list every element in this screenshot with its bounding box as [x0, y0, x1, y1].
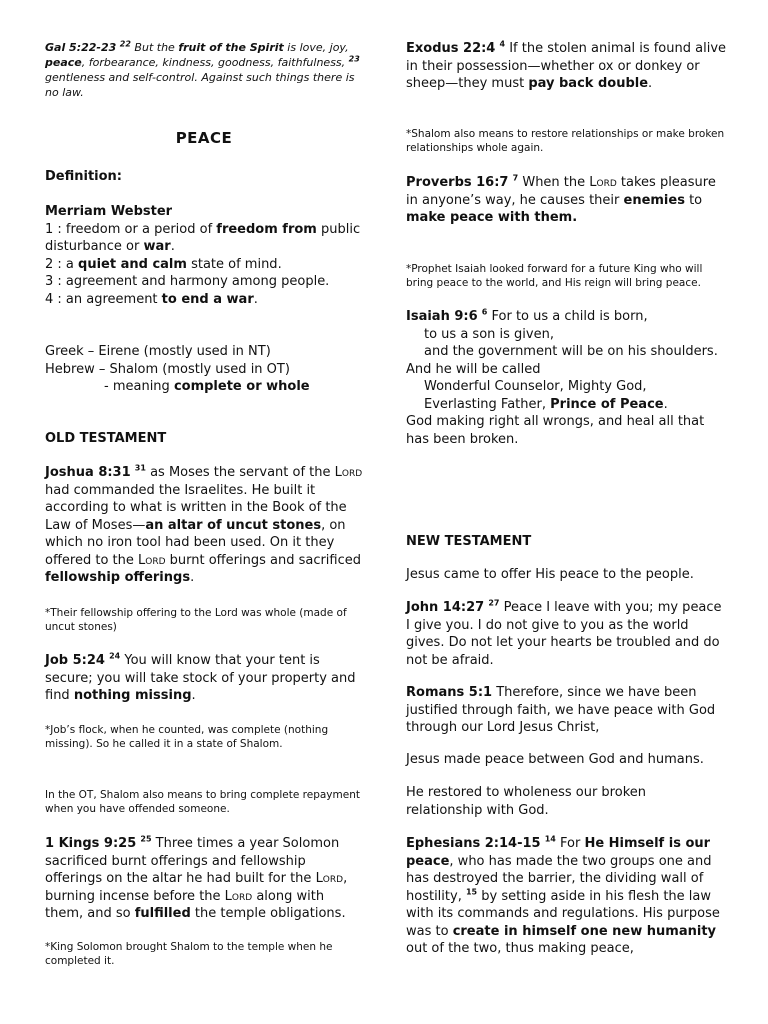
- jesus-made-line: Jesus made peace between God and humans.: [406, 752, 704, 767]
- text: state of mind.: [186, 256, 282, 272]
- isaiah-line-1: [406, 308, 726, 326]
- job-verse: [45, 652, 363, 705]
- joshua-note: *Their fellowship offering to the Lord was whole (made of uncut stones): [45, 607, 347, 633]
- kings-verse: [45, 835, 363, 923]
- verse-number: 27: [488, 598, 500, 608]
- text: But the: [130, 41, 179, 54]
- page-title: PEACE: [175, 129, 233, 147]
- galatians-intro: [45, 40, 363, 100]
- text: 4 : an agreement: [45, 291, 162, 307]
- text: had commanded the Israelites. He built it according to what is written in the Book of the Law of Moses—: [45, 482, 347, 533]
- shalom-note: *Shalom also means to restore relationships or make broken relationships whole again.: [406, 128, 725, 154]
- verse-ref: Romans 5:1: [406, 685, 493, 700]
- emphasis: fellowship offerings: [45, 570, 191, 585]
- definition-3: 3 : agreement and harmony among people.: [45, 274, 330, 289]
- emphasis: create in himself one new humanity: [452, 923, 717, 939]
- text: , burning incense before the: [45, 871, 348, 904]
- verse-ref: Ephesians 2:14-15: [406, 836, 541, 851]
- text: .: [663, 396, 668, 412]
- isaiah-line-2: to us a son is given,: [424, 326, 554, 342]
- verse-number: 7: [512, 173, 519, 183]
- verse-number: 15: [465, 887, 478, 897]
- emphasis: fruit of the Spirit: [178, 41, 284, 54]
- kings-note: *King Solomon brought Shalom to the temple when he completed it.: [45, 941, 333, 967]
- text: , forbearance, kindness, goodness, faithfulness,: [81, 56, 349, 69]
- text: Peace I leave with you; my peace I give you. I do not give to you as the world gives. Do not let your hearts be troubled and do not be afraid.: [406, 600, 722, 668]
- verse-number: 23: [348, 54, 360, 64]
- verse-ref: John 14:27: [406, 600, 485, 615]
- isaiah-line-6: [406, 396, 726, 414]
- text: takes pleasure in anyone’s way, he causes their: [406, 175, 716, 208]
- text: .: [648, 76, 653, 91]
- ot-heading: OLD TESTAMENT: [45, 431, 167, 446]
- text: , on which no iron tool had been used. On it they offered to the: [45, 517, 346, 568]
- verse-ref: Isaiah 9:6: [406, 309, 478, 324]
- text: - meaning: [104, 379, 174, 394]
- text: When the: [518, 175, 590, 190]
- proverbs-verse: [406, 174, 726, 227]
- emphasis: enemies: [623, 192, 685, 208]
- verse-number: 22: [119, 39, 131, 49]
- text: 1 : freedom or a period of: [45, 221, 217, 237]
- text: 2 : a: [45, 256, 79, 272]
- hebrew-line: Hebrew – Shalom (mostly used in OT): [45, 361, 290, 377]
- verse-number: 4: [499, 39, 506, 49]
- lord: Lord: [138, 552, 166, 568]
- verse-number: 24: [109, 651, 121, 661]
- romans-verse: [406, 684, 726, 737]
- emphasis: He Himself is our peace: [406, 836, 711, 869]
- text: , who has made the two groups one and has destroyed the barrier, the dividing wall of hostility,: [406, 853, 712, 904]
- text: out of the two, thus making peace,: [406, 941, 634, 956]
- text: You will know that your tent is secure; you will take stock of your property and find: [45, 653, 356, 703]
- definition-label: Definition:: [45, 169, 123, 184]
- emphasis: pay back double: [528, 76, 649, 91]
- merriam-label: Merriam Webster: [45, 204, 173, 219]
- text: .: [253, 291, 258, 307]
- verse-number: 25: [140, 834, 152, 844]
- emphasis: war: [143, 239, 171, 254]
- text: is love, joy,: [283, 41, 349, 54]
- emphasis: Prince of Peace: [550, 396, 664, 412]
- text: If the stolen animal is found alive in their possession—whether ox or donkey or sheep—they must: [406, 41, 727, 91]
- verse-ref: Exodus 22:4: [406, 41, 496, 56]
- text: by setting aside in his flesh the law with its commands and regulations. His purpose was to: [406, 888, 720, 939]
- text: For to us a child is born,: [487, 309, 648, 324]
- john-verse: [406, 599, 726, 669]
- text: as Moses the servant of the: [145, 465, 335, 480]
- emphasis: fulfilled: [134, 906, 191, 921]
- definition-2: [45, 256, 363, 274]
- verse-ref: Gal 5:22-23: [45, 41, 117, 54]
- verse-ref: 1 Kings 9:25: [45, 836, 137, 851]
- lord: Lord: [315, 871, 344, 886]
- verse-ref: Proverbs 16:7: [406, 175, 509, 190]
- lord: Lord: [224, 888, 253, 904]
- ot-repayment-note: In the OT, Shalom also means to bring complete repayment when you have offended someone.: [45, 789, 360, 815]
- verse-number: 31: [134, 463, 146, 473]
- text: burnt offerings and sacrificed: [165, 552, 362, 568]
- emphasis: nothing missing: [73, 688, 192, 703]
- definition-1: [45, 221, 363, 256]
- nt-heading: NEW TESTAMENT: [406, 534, 532, 549]
- text: public disturbance or: [45, 221, 361, 254]
- emphasis: freedom from: [216, 221, 317, 237]
- isaiah-verse: [406, 308, 726, 448]
- greek-line: Greek – Eirene (mostly used in NT): [45, 344, 271, 359]
- verse-ref: Joshua 8:31: [45, 465, 131, 480]
- text: .: [191, 688, 196, 703]
- joshua-verse: [45, 464, 363, 587]
- meaning-line: [45, 378, 363, 396]
- verse-ref: Job 5:24: [45, 653, 105, 668]
- emphasis: quiet and calm: [78, 256, 187, 272]
- isaiah-line-5: Wonderful Counselor, Mighty God,: [424, 379, 647, 394]
- lord: Lord: [334, 465, 363, 480]
- restored-line: He restored to wholeness our broken relationship with God.: [406, 785, 646, 818]
- text: Three times a year Solomon sacrificed burnt offerings and fellowship offerings on the altar he had built for the: [45, 836, 340, 886]
- text: to: [684, 192, 703, 208]
- text: Therefore, since we have been justified through faith, we have peace with God through our Lord Jesus Christ,: [406, 685, 716, 735]
- text: Everlasting Father,: [424, 396, 551, 412]
- emphasis: peace: [45, 56, 82, 69]
- emphasis: an altar of uncut stones: [145, 517, 322, 533]
- text: .: [190, 570, 195, 585]
- emphasis: to end a war: [161, 291, 254, 307]
- text: gentleness and self-control. Against such things there is no law.: [45, 71, 355, 99]
- jesus-came-line: Jesus came to offer His peace to the people.: [406, 567, 694, 582]
- emphasis: make peace with them.: [406, 210, 578, 225]
- definition-4: [45, 291, 363, 309]
- languages: [45, 343, 363, 396]
- isaiah-line-7: God making right all wrongs, and heal all that has been broken.: [406, 414, 705, 447]
- ephesians-verse: [406, 835, 726, 958]
- verse-number: 14: [544, 834, 556, 844]
- text: For: [555, 836, 585, 851]
- text: .: [170, 239, 175, 254]
- text: along with them, and so: [45, 888, 325, 921]
- lord: Lord: [589, 175, 617, 190]
- emphasis: complete or whole: [173, 379, 310, 394]
- job-note: *Job’s flock, when he counted, was complete (nothing missing). So he called it in a state of Shalom.: [45, 724, 329, 750]
- isaiah-note: *Prophet Isaiah looked forward for a future King who will bring peace to the world, and His reign will bring peace.: [406, 263, 703, 289]
- verse-number: 6: [481, 307, 488, 317]
- definitions: [45, 203, 363, 308]
- text: the temple obligations.: [190, 906, 346, 921]
- exodus-verse: [406, 40, 726, 93]
- isaiah-line-4: And he will be called: [406, 361, 541, 377]
- isaiah-line-3: and the government will be on his shoulders.: [424, 344, 718, 359]
